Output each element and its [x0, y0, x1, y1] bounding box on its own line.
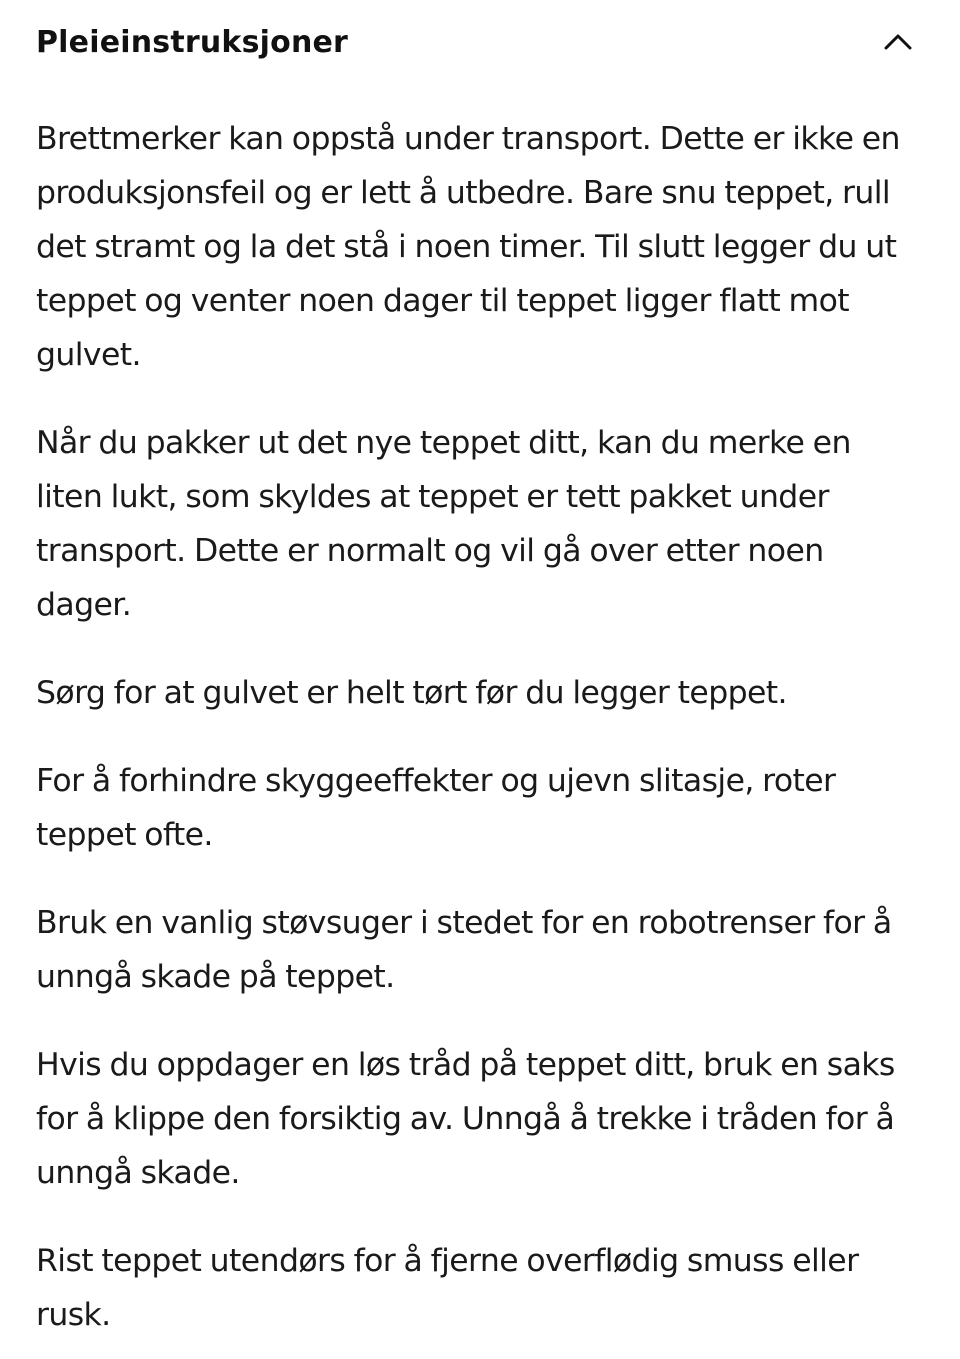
- accordion-title: Pleieinstruksjoner: [36, 24, 349, 60]
- paragraph-dry-floor: Sørg for at gulvet er helt tørt før du legger teppet.: [36, 675, 787, 711]
- paragraph-vacuum: Bruk en vanlig støvsuger i stedet for en robotrenser for å unngå skade på teppet.: [36, 905, 892, 995]
- accordion-header[interactable]: [36, 0, 924, 84]
- paragraph-loose-thread: Hvis du oppdager en løs tråd på teppet ditt, bruk en saks for å klippe den forsiktig av. Unngå å trekke i tråden for å unngå skade.: [36, 1047, 895, 1191]
- chevron-up-icon[interactable]: [882, 26, 914, 58]
- paragraph-rotate-rug: For å forhindre skyggeeffekter og ujevn slitasje, roter teppet ofte.: [36, 763, 836, 853]
- paragraph-fold-marks: Brettmerker kan oppstå under transport. Dette er ikke en produksjonsfeil og er lett å utbedre. Bare snu teppet, rull det stramt og la det stå i noen timer. Til slutt legger du ut teppet og venter noen dager til teppet ligger flatt mot gulvet.: [36, 121, 900, 373]
- paragraph-unpacking-smell: Når du pakker ut det nye teppet ditt, kan du merke en liten lukt, som skyldes at teppet er tett pakket under transport. Dette er normalt og vil gå over etter noen dager.: [36, 425, 851, 623]
- paragraph-shake-rug: Rist teppet utendørs for å fjerne overflødig smuss eller rusk.: [36, 1243, 859, 1333]
- accordion-content: [36, 84, 924, 1342]
